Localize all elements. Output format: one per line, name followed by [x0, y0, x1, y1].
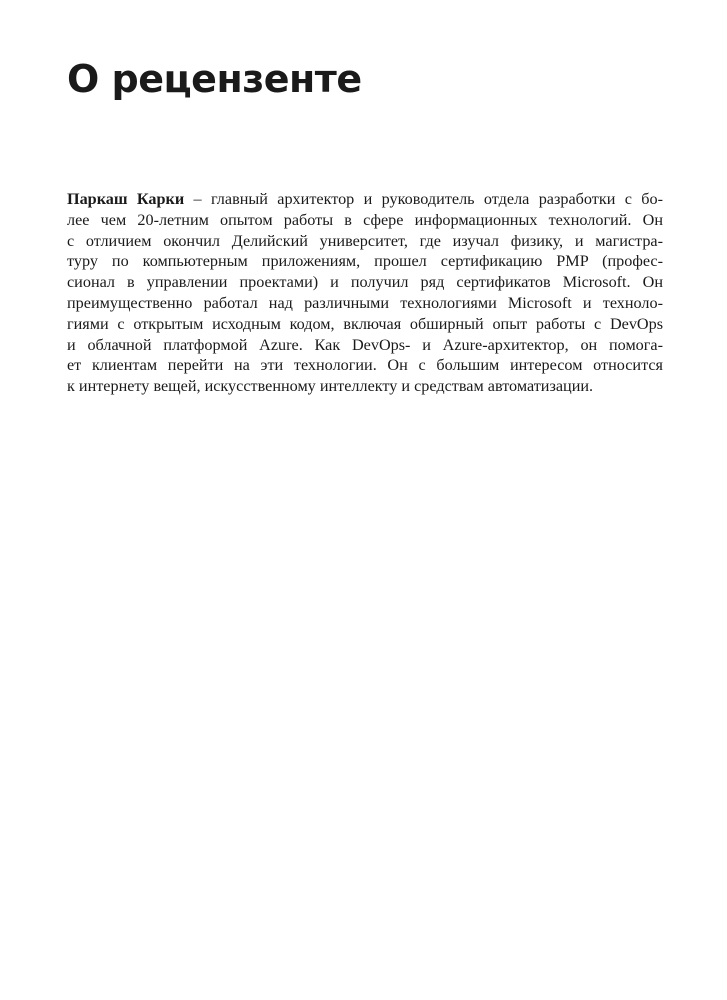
reviewer-bio: [67, 189, 663, 397]
bio-line: ет клиентам перейти на эти технологии. Он с большим интересом относится: [67, 356, 663, 375]
bio-line-text: – главный архитектор и руководитель отдела разработки с бо-: [184, 190, 663, 208]
bio-line: к интернету вещей, искусственному интеллекту и средствам автоматизации.: [67, 377, 594, 396]
bio-line: с отличием окончил Делийский университет, где изучал физику, и магистра-: [67, 231, 663, 250]
bio-line: туру по компьютерным приложениям, прошел сертификацию PMP (профес-: [67, 252, 663, 271]
bio-line: сионал в управлении проектами) и получил ряд сертификатов Microsoft. Он: [67, 273, 663, 292]
bio-line: гиями с открытым исходным кодом, включая обширный опыт работы с DevOps: [67, 314, 663, 333]
bio-line: [67, 189, 663, 210]
bio-line: преимущественно работал над различными технологиями Microsoft и техноло-: [67, 293, 663, 312]
bio-line: лее чем 20-летним опытом работы в сфере информационных технологий. Он: [67, 210, 663, 229]
page-title: О рецензенте: [67, 57, 362, 101]
bio-line: и облачной платформой Azure. Как DevOps- и Azure-архитектор, он помога-: [67, 335, 663, 354]
reviewer-name: Паркаш Карки: [67, 190, 185, 208]
